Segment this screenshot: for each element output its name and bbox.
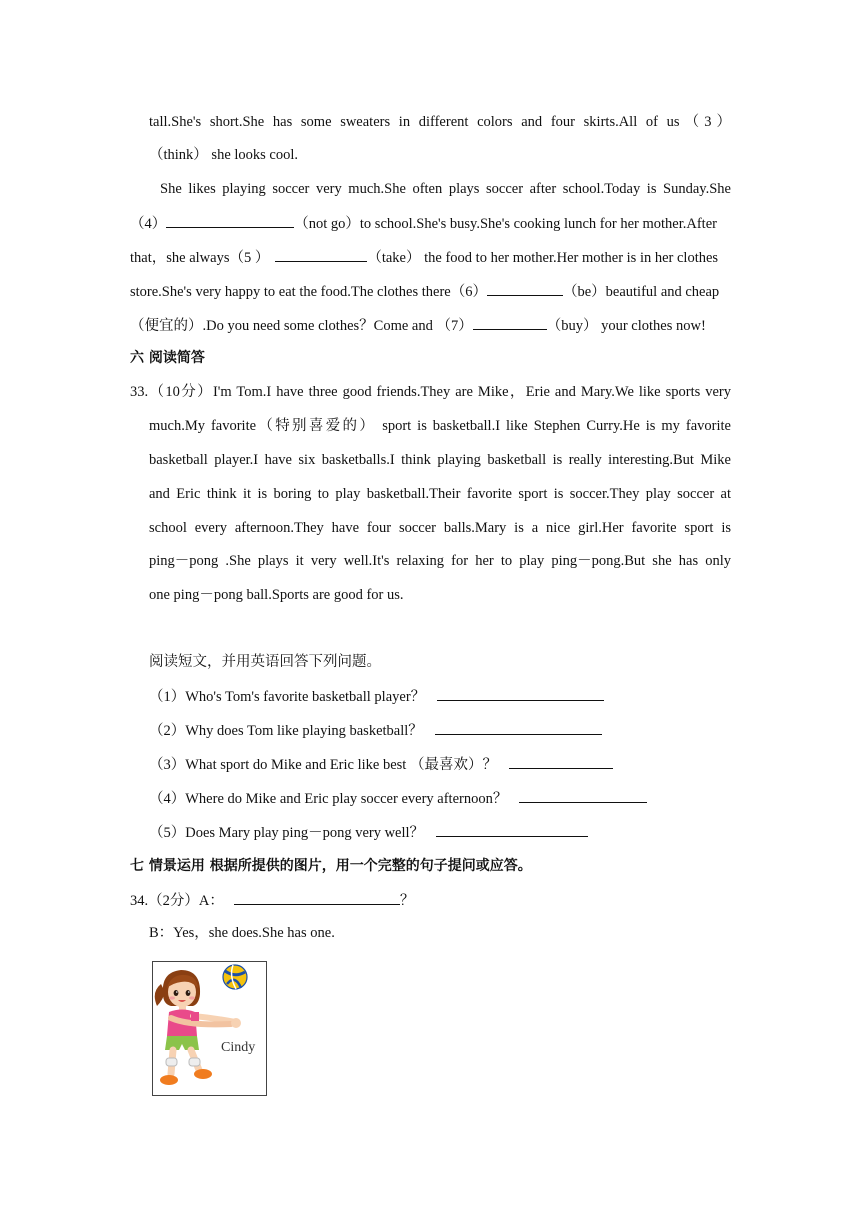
question-text-1: （1）Who's Tom's favorite basketball player？ <box>149 689 426 705</box>
passage-line-7 <box>130 315 731 336</box>
volleyball-girl-picture <box>152 961 267 1096</box>
passage-line-4 <box>130 213 731 234</box>
blank-label-6: （be）beautiful and cheap <box>562 284 720 300</box>
question-text-3: （3）What sport do Mike and Eric like best （最喜欢）？ <box>149 757 497 773</box>
section-6-title: 六 阅读简答 <box>130 350 205 366</box>
question-item-1 <box>149 686 604 707</box>
question-34-line: 34.（2分）A： ？ <box>130 890 414 911</box>
question-item-2 <box>149 720 602 741</box>
passage2-line-3: basketball player.I have six basketballs.I think playing basketball is really interesting.But Mike <box>149 452 731 468</box>
question-33-text: I'm Tom.I have three good friends.They are Mike，Erie and Mary.We like sports very <box>212 384 732 400</box>
passage-line-6 <box>130 281 731 302</box>
answer-blank-q4[interactable] <box>519 788 647 803</box>
passage2-line-7: one ping－pong ball.Sports are good for us. <box>149 587 404 603</box>
question-item-5 <box>149 822 588 843</box>
blank-label-4: （4） <box>130 216 167 232</box>
answer-blank-q5[interactable] <box>436 822 588 837</box>
question-33-number: 33 <box>130 384 145 400</box>
question-item-3 <box>149 754 613 775</box>
passage-text-7: （便宜的）.Do you need some clothes？Come and （7） <box>130 318 473 334</box>
passage-text-4: （not go）to school.She's busy.She's cooking lunch for her mother.After <box>294 216 717 232</box>
passage-line-5 <box>130 247 731 268</box>
answer-blank-q3[interactable] <box>509 754 613 769</box>
passage-text-5: （take） the food to her mother.Her mother is in her clothes <box>367 250 719 266</box>
passage2-line-5: school every afternoon.They have four soccer balls.Mary is a nice girl.Her favorite sport is <box>149 520 731 536</box>
answer-blank-34[interactable] <box>234 890 400 905</box>
blank-label-7: （buy） your clothes now! <box>546 318 706 334</box>
question-text-4: （4）Where do Mike and Eric play soccer every afternoon？ <box>149 791 508 807</box>
answer-blank-6[interactable] <box>487 281 563 296</box>
answer-blank-5[interactable] <box>275 247 367 262</box>
answer-blank-7[interactable] <box>473 315 547 330</box>
reading-instruction: 阅读短文，并用英语回答下列问题。 <box>149 654 381 670</box>
answer-blank-4[interactable] <box>166 213 294 228</box>
question-34-mark: ？ <box>399 893 415 909</box>
question-34-score: （2分）A： <box>148 893 224 909</box>
question-text-5: （5）Does Mary play ping－pong very well？ <box>149 825 425 841</box>
passage2-line-2: much.My favorite（特别喜爱的） sport is basketball.I like Stephen Curry.He is my favorite <box>149 418 731 434</box>
passage2-line-4: and Eric think it is boring to play basketball.Their favorite sport is soccer.They play soccer at <box>149 486 731 502</box>
blank-label-5: that，she always（5 ） <box>130 250 270 266</box>
question-34-number: 34 <box>130 893 145 909</box>
question-text-2: （2）Why does Tom like playing basketball？ <box>149 723 423 739</box>
passage-line-1: tall.She's short.She has some sweaters in different colors and four skirts.All of us（3） <box>149 114 731 130</box>
answer-blank-q1[interactable] <box>437 686 604 701</box>
dialogue-b-line: B：Yes，she does.She has one. <box>149 925 335 941</box>
question-item-4 <box>149 788 647 809</box>
passage2-line-6: ping－pong .She plays it very well.It's relaxing for her to play ping－pong.But she has only <box>149 553 731 569</box>
passage-line-3: She likes playing soccer very much.She often plays soccer after school.Today is Sunday.She <box>160 181 731 197</box>
girl-volleyball-illustration <box>153 962 266 1095</box>
picture-name-label: Cindy <box>221 1040 256 1055</box>
section-7-title: 七 情景运用 根据所提供的图片，用一个完整的句子提问或应答。 <box>130 858 532 874</box>
question-33-score: （10分） <box>148 384 213 400</box>
volleyball-icon <box>223 965 247 989</box>
question-33-line-1: 33.（10分）I'm Tom.I have three good friends.They are Mike，Erie and Mary.We like sports very <box>130 384 732 400</box>
answer-blank-q2[interactable] <box>435 720 602 735</box>
passage-text-6: store.She's very happy to eat the food.The clothes there（6） <box>130 284 487 300</box>
passage-line-2: （think） she looks cool. <box>149 147 299 163</box>
